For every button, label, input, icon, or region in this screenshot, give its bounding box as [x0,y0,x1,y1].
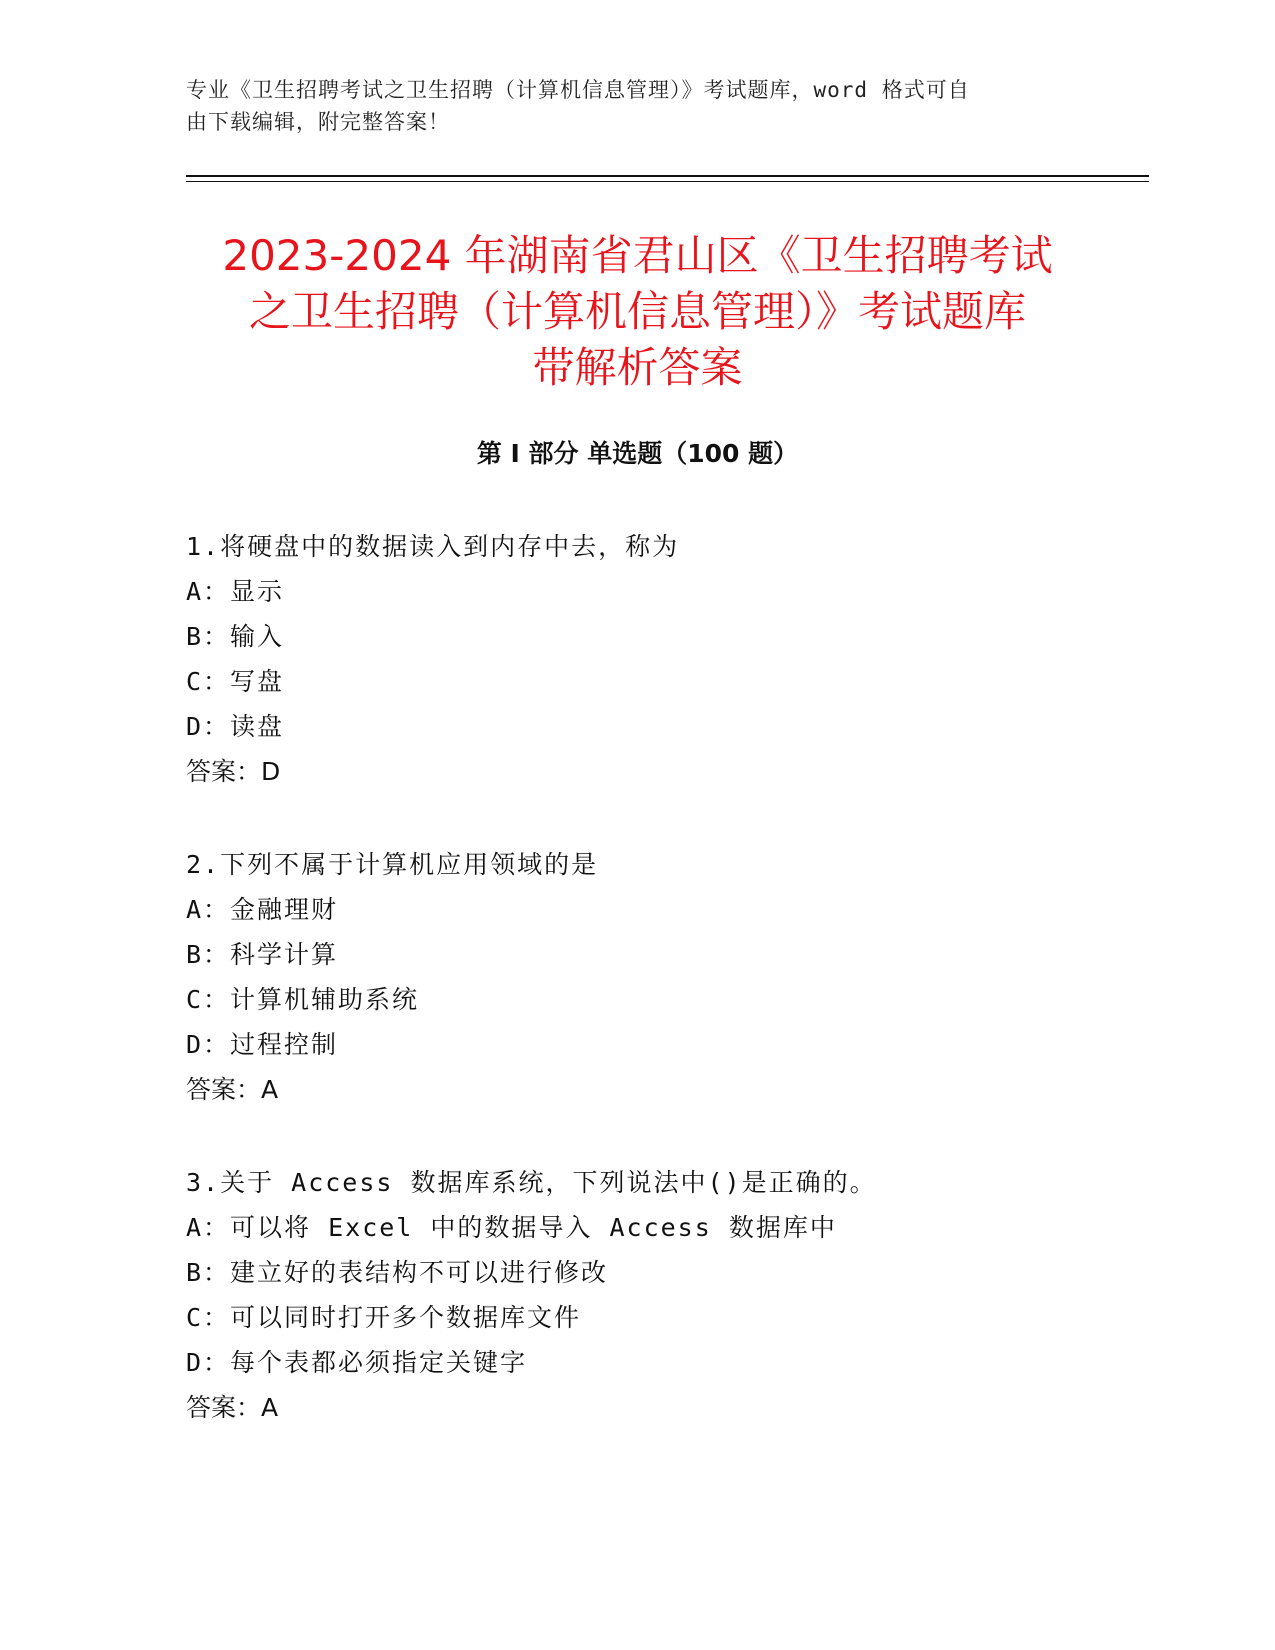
option-d: D：过程控制 [186,1030,339,1059]
document-title [150,228,1125,396]
option-b: B：科学计算 [186,940,339,969]
option-c: C：计算机辅助系统 [186,985,420,1014]
question-stem: 3.关于 Access 数据库系统，下列说法中()是正确的。 [186,1168,877,1197]
option-a: A：可以将 Excel 中的数据导入 Access 数据库中 [186,1213,837,1242]
question-1 [186,524,1146,794]
section-heading: 第 I 部分 单选题（100 题） [476,439,799,468]
header-note-line-1: 专业《卫生招聘考试之卫生招聘（计算机信息管理）》考试题库，word 格式可自 [186,78,970,102]
document-title-line-2: 之卫生招聘（计算机信息管理）》考试题库 [248,287,1026,336]
question-stem: 1.将硬盘中的数据读入到内存中去，称为 [186,532,680,561]
option-d: D：每个表都必须指定关键字 [186,1348,528,1377]
header-divider-thin [186,181,1149,182]
option-b: B：建立好的表结构不可以进行修改 [186,1258,609,1287]
answer: 答案：A [186,1075,279,1104]
document-title-line-1: 2023-2024 年湖南省君山区《卫生招聘考试 [222,231,1053,280]
question-3 [186,1160,1146,1430]
header-note-line-2: 由下载编辑，附完整答案！ [186,110,450,134]
option-c: C：可以同时打开多个数据库文件 [186,1303,582,1332]
option-c: C：写盘 [186,667,285,696]
option-a: A：显示 [186,577,285,606]
answer: 答案：D [186,757,281,786]
question-stem: 2.下列不属于计算机应用领域的是 [186,850,599,879]
header-divider-thick [186,175,1149,177]
header-note [186,74,1066,138]
answer: 答案：A [186,1393,279,1422]
option-d: D：读盘 [186,712,285,741]
option-b: B：输入 [186,622,285,651]
question-2 [186,842,1146,1112]
option-a: A：金融理财 [186,895,339,924]
document-title-line-3: 带解析答案 [532,343,743,392]
